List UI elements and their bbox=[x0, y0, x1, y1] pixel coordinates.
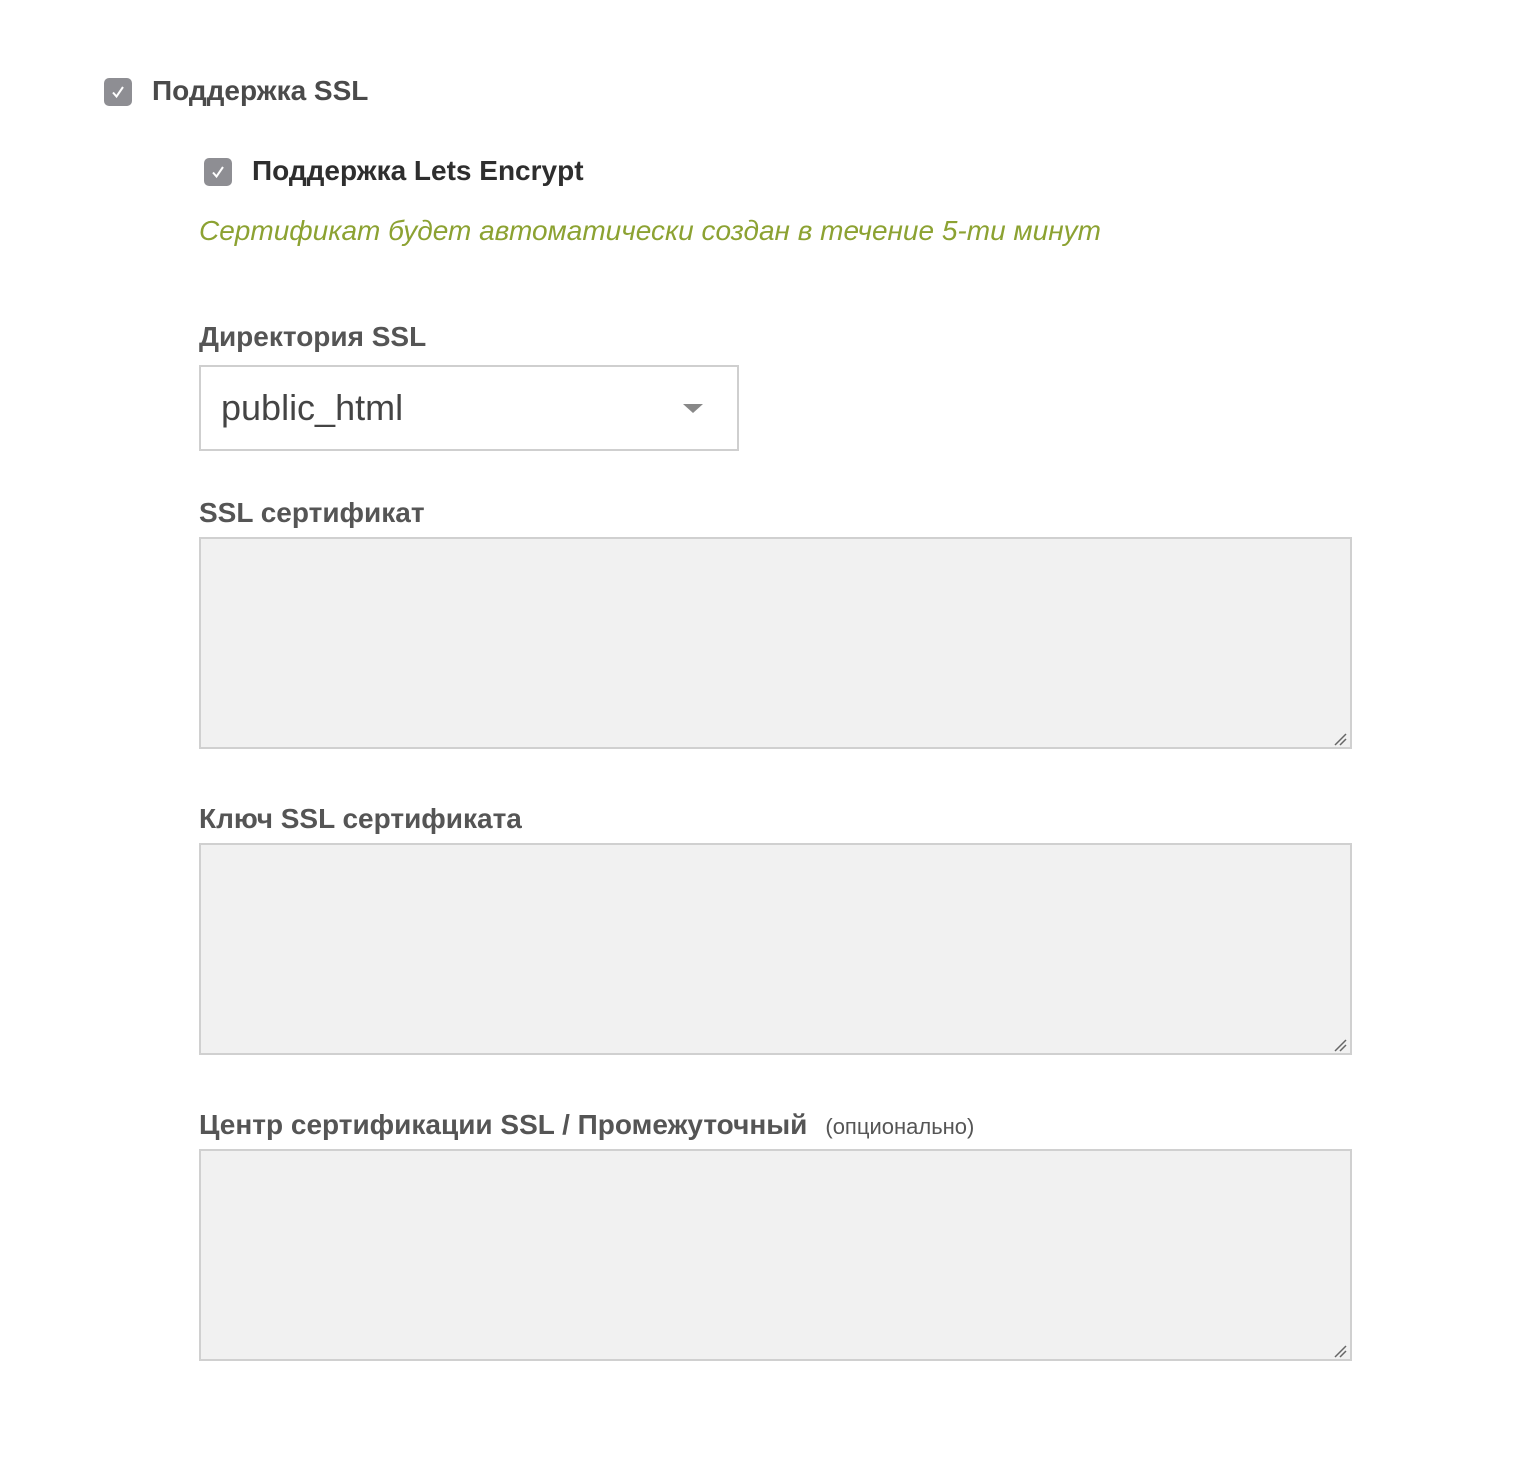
check-icon bbox=[109, 83, 127, 101]
ssl-ca-textarea[interactable] bbox=[199, 1149, 1352, 1361]
check-icon bbox=[209, 163, 227, 181]
letsencrypt-checkbox[interactable] bbox=[204, 158, 232, 186]
optional-hint: (опционально) bbox=[825, 1114, 975, 1139]
ssl-certificate-textarea[interactable] bbox=[199, 537, 1352, 749]
ssl-ca-label bbox=[199, 1109, 974, 1141]
resize-handle-icon[interactable] bbox=[1333, 1038, 1347, 1052]
resize-handle-icon[interactable] bbox=[1333, 1344, 1347, 1358]
resize-handle-icon[interactable] bbox=[1333, 732, 1347, 746]
ssl-ca-label-text: Центр сертификации SSL / Промежуточный bbox=[199, 1109, 808, 1140]
chevron-down-icon bbox=[683, 404, 703, 413]
ssl-key-textarea[interactable] bbox=[199, 843, 1352, 1055]
ssl-key-label: Ключ SSL сертификата bbox=[199, 803, 522, 834]
ssl-support-checkbox[interactable] bbox=[104, 78, 132, 106]
ssl-certificate-label: SSL сертификат bbox=[199, 497, 425, 528]
letsencrypt-note: Сертификат будет автоматически создан в течение 5-ти минут bbox=[199, 215, 1101, 246]
letsencrypt-label[interactable]: Поддержка Lets Encrypt bbox=[252, 155, 584, 186]
ssl-directory-value: public_html bbox=[221, 387, 404, 428]
ssl-directory-label: Директория SSL bbox=[199, 321, 427, 352]
ssl-directory-select[interactable] bbox=[199, 365, 739, 451]
ssl-support-label[interactable]: Поддержка SSL bbox=[152, 75, 369, 106]
